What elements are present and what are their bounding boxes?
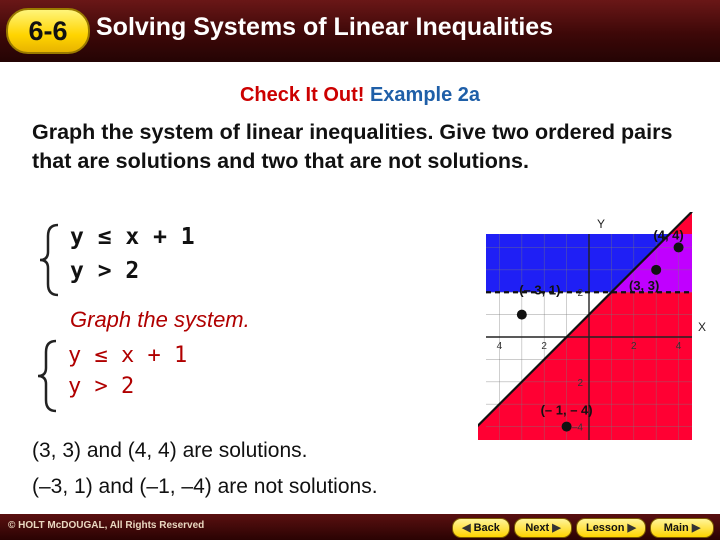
- x-axis-label: X: [697, 320, 707, 334]
- example-heading: [0, 84, 720, 107]
- inequality-1-repeat: y ≤ x + 1: [68, 343, 188, 368]
- data-point-label: (4, 4): [653, 227, 684, 243]
- left-arrow-icon: ◀: [462, 522, 471, 534]
- y-tick-label: –4: [571, 422, 583, 434]
- inequality-2: y > 2: [70, 258, 140, 284]
- right-arrow-icon: ▶: [627, 522, 637, 534]
- x-tick-label: 2: [541, 341, 547, 352]
- x-tick-label: 4: [675, 341, 682, 352]
- y-tick-label: 2: [577, 288, 583, 300]
- inequality-graph: [478, 212, 708, 452]
- next-button[interactable]: Next ▶: [514, 518, 572, 538]
- inequality-2-repeat: y > 2: [68, 374, 135, 399]
- data-point: [674, 242, 684, 252]
- y-tick-label: 2: [577, 377, 583, 389]
- data-point-label: (– 1, – 4): [540, 402, 593, 418]
- footer-bar: [0, 514, 720, 540]
- data-point: [562, 422, 572, 432]
- problem-prompt: Graph the system of linear inequalities. Give two ordered pairs that are solutions and two that are not solutions.: [32, 120, 673, 173]
- data-point-label: (3, 3): [629, 277, 660, 293]
- data-point: [517, 310, 527, 320]
- x-tick-label: 2: [631, 341, 637, 352]
- system-brace: [36, 222, 62, 298]
- right-arrow-icon: ▶: [691, 522, 701, 534]
- check-it-out-label: Check It Out!: [239, 84, 365, 106]
- example-label: Example 2a: [369, 84, 481, 106]
- x-tick-label: 4: [496, 341, 503, 352]
- title-bar: [0, 0, 720, 62]
- right-arrow-icon: ▶: [552, 522, 561, 534]
- data-point: [651, 265, 661, 275]
- solutions-answer: (3, 3) and (4, 4) are solutions.: [32, 439, 308, 462]
- lesson-button[interactable]: Lesson ▶: [576, 518, 646, 538]
- inequality-1: y ≤ x + 1: [70, 224, 195, 250]
- y-axis-label: Y: [596, 217, 606, 231]
- data-point-label: (– 3, 1): [519, 282, 561, 298]
- copyright-text: © HOLT McDOUGAL, All Rights Reserved: [8, 520, 205, 531]
- slide-title: Solving Systems of Linear Inequalities: [96, 13, 554, 41]
- main-button[interactable]: Main ▶: [650, 518, 714, 538]
- system-brace-repeat: [34, 338, 60, 414]
- non-solutions-answer: (–3, 1) and (–1, –4) are not solutions.: [32, 475, 378, 498]
- graph-step-label: Graph the system.: [70, 307, 250, 332]
- back-button[interactable]: ◀ Back: [452, 518, 510, 538]
- lesson-number-badge: 6-6: [6, 8, 90, 54]
